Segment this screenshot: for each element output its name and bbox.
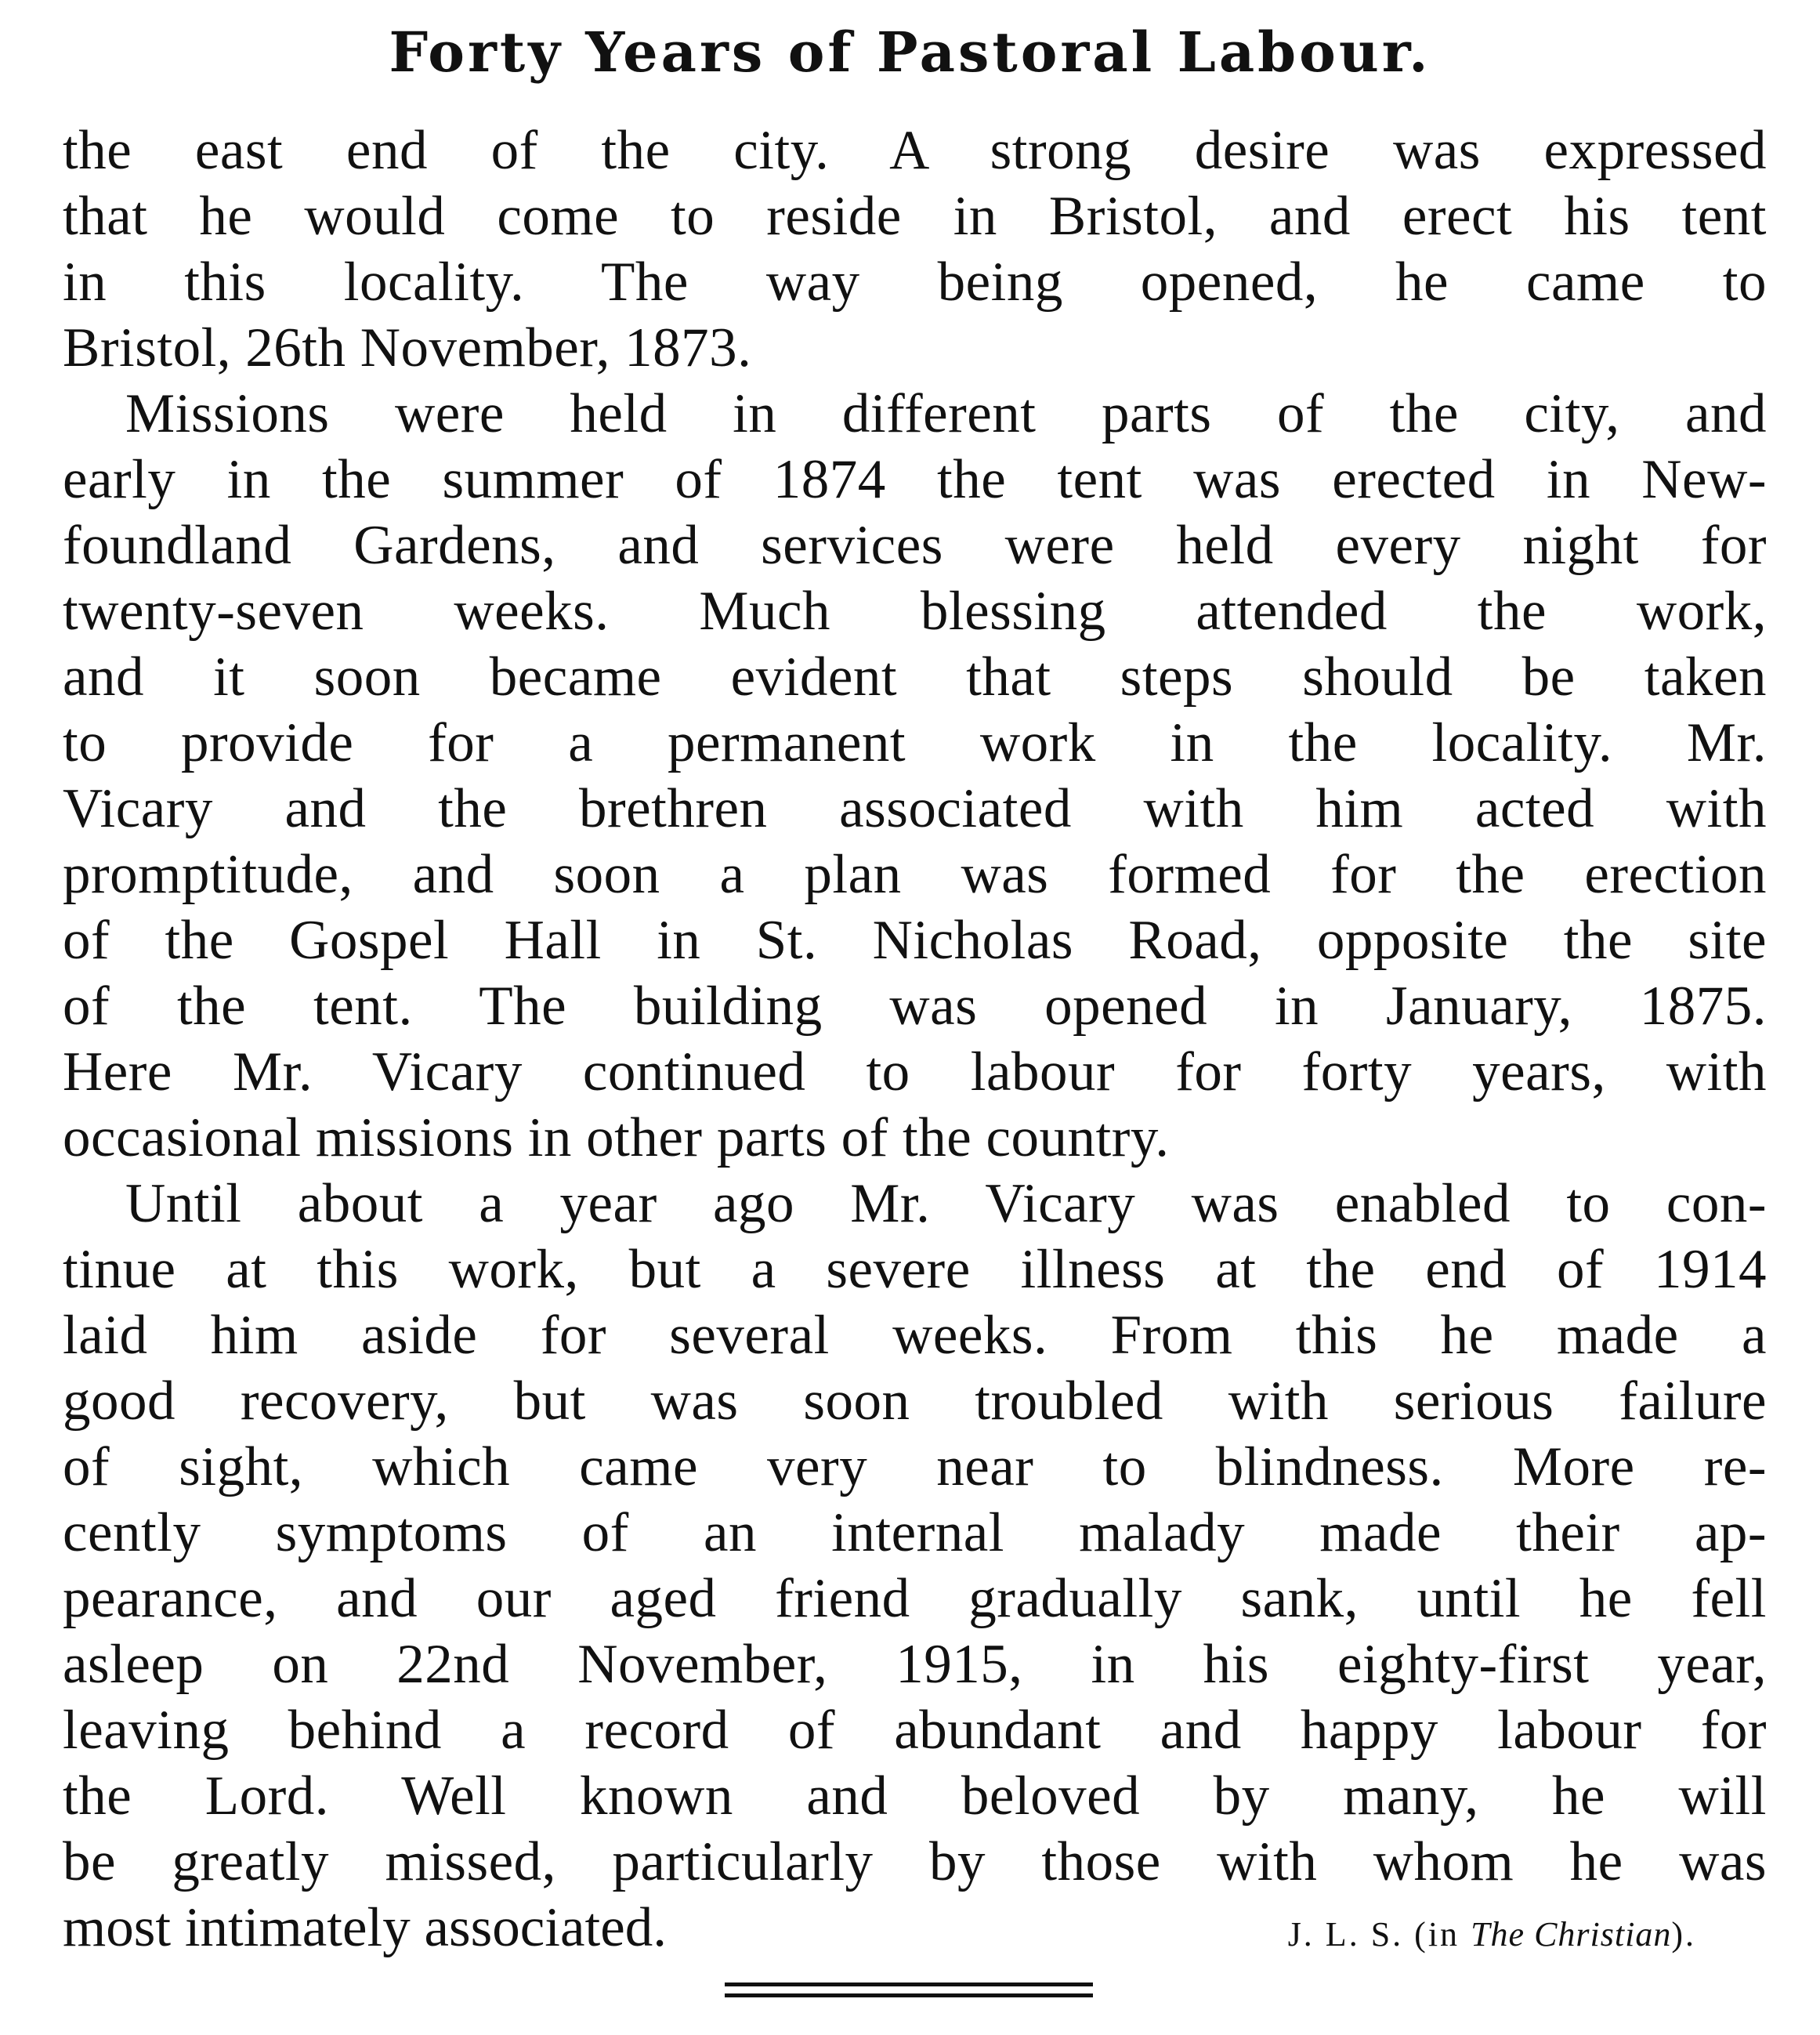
closing-line xyxy=(63,1895,1767,1961)
text-line: pearance, and our aged friend gradually sank, until he fell xyxy=(63,1568,1767,1629)
text-line: Vicary and the brethren associated with him acted with xyxy=(63,778,1767,839)
text-line: that he would come to reside in Bristol, and erect his tent xyxy=(63,186,1767,247)
paragraph-1 xyxy=(63,118,1767,381)
text-line: the east end of the city. A strong desire was expressed xyxy=(63,120,1767,181)
text-line: tinue at this work, but a severe illness at the end of 1914 xyxy=(63,1239,1767,1300)
text-line: to provide for a permanent work in the locality. Mr. xyxy=(63,712,1767,773)
end-rule-top xyxy=(725,1982,1093,1986)
paragraph-3 xyxy=(63,1171,1767,1895)
publication-name: The Christian xyxy=(1471,1915,1672,1954)
text-line: foundland Gardens, and services were held every night for xyxy=(63,515,1767,576)
text-line: occasional missions in other parts of the country. xyxy=(63,1107,1170,1168)
text-line: in this locality. The way being opened, he came to xyxy=(63,252,1767,313)
text-line: of the tent. The building was opened in January, 1875. xyxy=(63,976,1767,1037)
text-line: promptitude, and soon a plan was formed for the erection xyxy=(63,844,1767,905)
signature-initials: J. L. S. xyxy=(1287,1915,1404,1954)
text-line: good recovery, but was soon troubled with serious failure xyxy=(63,1371,1767,1432)
text-line: be greatly missed, particularly by those with whom he was xyxy=(63,1831,1767,1892)
text-line: and it soon became evident that steps should be taken xyxy=(63,646,1767,708)
signature xyxy=(1288,1902,1696,1968)
end-rule-bottom xyxy=(725,1993,1093,1997)
text-line: asleep on 22nd November, 1915, in his eighty-first year, xyxy=(63,1634,1767,1695)
text-line: laid him aside for several weeks. From this he made a xyxy=(63,1305,1767,1366)
article-body xyxy=(63,118,1767,1961)
article-title: Forty Years of Pastoral Labour. xyxy=(389,20,1431,85)
paragraph-2 xyxy=(63,381,1767,1171)
text-line: Until about a year ago Mr. Vicary was enabled to con- xyxy=(125,1173,1767,1234)
text-line: early in the summer of 1874 the tent was erected in New- xyxy=(63,449,1767,510)
text-line: Bristol, 26th November, 1873. xyxy=(63,317,752,378)
text-line: of sight, which came very near to blindness. More re- xyxy=(63,1436,1767,1497)
text-line: Here Mr. Vicary continued to labour for forty years, with xyxy=(63,1041,1767,1103)
text-line: of the Gospel Hall in St. Nicholas Road, opposite the site xyxy=(63,910,1767,971)
signature-prefix: (in xyxy=(1414,1915,1471,1954)
text-line: the Lord. Well known and beloved by many, he will xyxy=(63,1765,1767,1827)
text-line: Missions were held in different parts of the city, and xyxy=(125,383,1767,444)
text-line: cently symptoms of an internal malady made their ap- xyxy=(63,1502,1767,1563)
signature-suffix: ). xyxy=(1671,1915,1696,1954)
text-line: twenty-seven weeks. Much blessing attended the work, xyxy=(63,581,1767,642)
final-line-text: most intimately associated. xyxy=(63,1897,667,1958)
text-line: leaving behind a record of abundant and happy labour for xyxy=(63,1700,1767,1761)
